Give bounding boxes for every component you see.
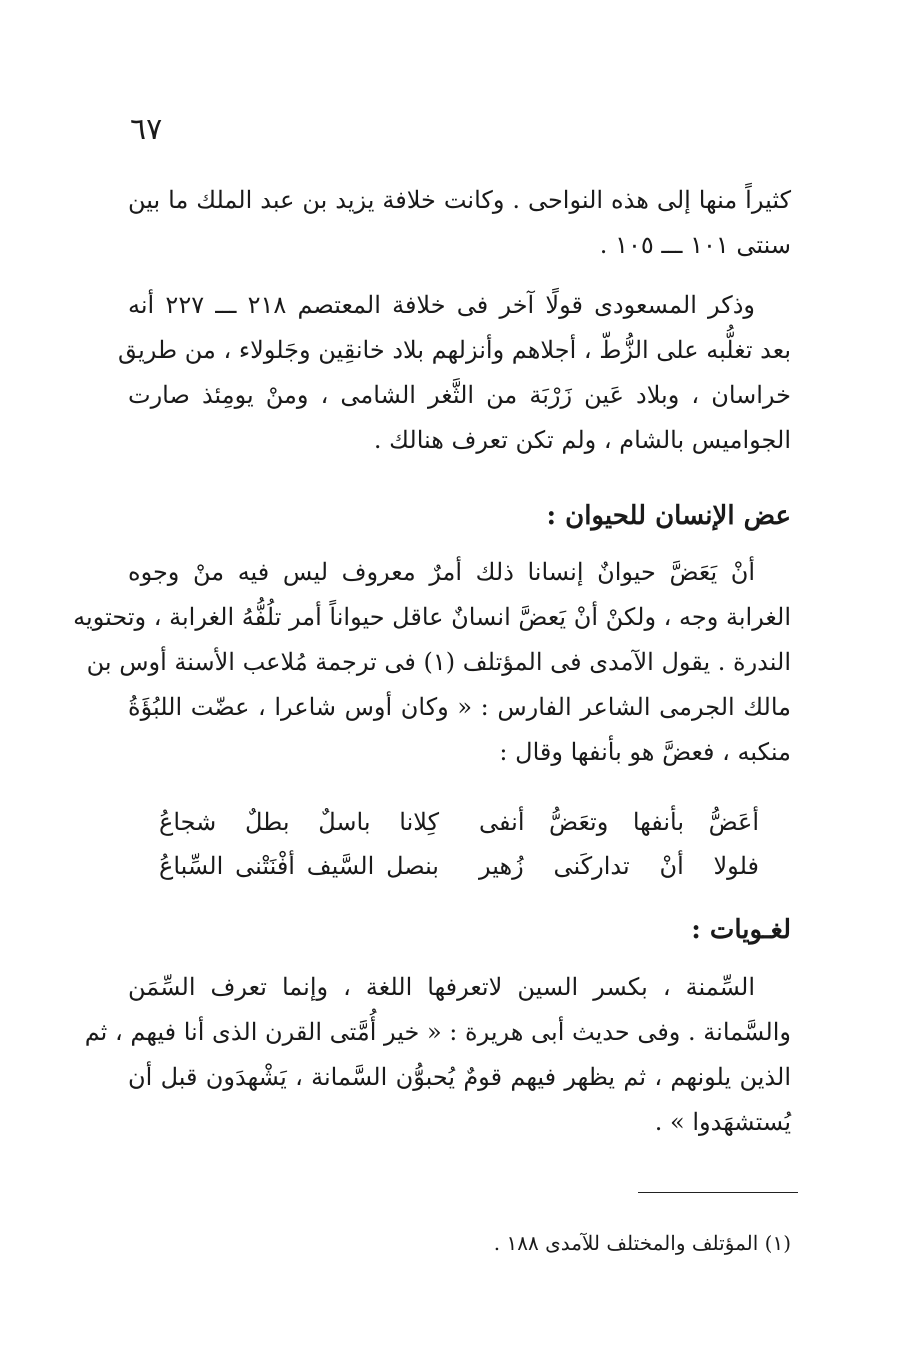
text-line: السِّمنة ، بكسر السين لاتعرفها اللغة ، وإنما تعرف السِّمَن bbox=[128, 973, 755, 1001]
text-line: أنْ يَعَضَّ حيوانٌ إنسانا ذلك أمرٌ معروف ليس فيه منْ وجوه bbox=[128, 558, 755, 586]
text-line: والسَّمانة . وفى حديث أبى هريرة : « خير أُمَّتى القرن الذى أنا فيهم ، ثم bbox=[84, 1018, 791, 1046]
footnote: (١) المؤتلف والمختلف للآمدى ١٨٨ . bbox=[493, 1231, 791, 1255]
text-line: مالك الجرمى الشاعر الفارس : « وكان أوس شاعرا ، عضّت اللبُؤَةُ bbox=[128, 693, 791, 721]
text-line: الذين يلونهم ، ثم يظهر فيهم قومٌ يُحبوُّن السَّمانة ، يَشْهدَون قبل أن bbox=[128, 1063, 791, 1091]
text-line: سنتى ١٠١ ـــ ١٠٥ . bbox=[599, 231, 791, 259]
text-line: الغرابة وجه ، ولكنْ أنْ يَعضَّ انسانٌ عاقل حيواناً أمر تلُفُّهُ الغرابة ، وتحتويه bbox=[73, 603, 791, 631]
text-line: منكبه ، فعضَّ هو بأنفها وقال : bbox=[499, 738, 791, 766]
text-line: خراسان ، وبلاد عَين زَرْبَة من الثَّغر الشامى ، ومنْ يومِئذ صارت bbox=[128, 381, 791, 409]
text-line: يُستشهَدوا » . bbox=[654, 1108, 791, 1136]
poem bbox=[159, 800, 759, 888]
footnote-separator bbox=[638, 1192, 798, 1193]
text-line: الندرة . يقول الآمدى فى المؤتلف (١) فى ترجمة مُلاعب الأسنة أوس بن bbox=[86, 648, 791, 676]
poem-verse bbox=[159, 800, 759, 844]
section-heading-animal-bite: عض الإنسان للحيوان : bbox=[546, 501, 791, 531]
section-heading-linguistics: لغـويات : bbox=[691, 915, 791, 945]
poem-second-hemistich: بنصل السَّيف أفْنَتْنى السِّباعُ bbox=[159, 852, 439, 880]
poem-first-hemistich: فلولا أنْ تداركَنى زُهير bbox=[479, 852, 759, 880]
text-line: وذكر المسعودى قولًا آخر فى خلافة المعتصم ٢١٨ ـــ ٢٢٧ أنه bbox=[128, 291, 755, 319]
poem-second-hemistich: كِلانا باسلٌ بطلٌ شجاعُ bbox=[159, 808, 439, 836]
text-line: كثيراً منها إلى هذه النواحى . وكانت خلافة يزيد بن عبد الملك ما بين bbox=[128, 186, 791, 214]
poem-first-hemistich: أعَضُّ بأنفها وتعَضُّ أنفى bbox=[479, 808, 759, 836]
paragraph-2 bbox=[118, 283, 791, 463]
page-number: ٦٧ bbox=[130, 112, 163, 147]
paragraph-1 bbox=[128, 178, 791, 268]
text-line: الجواميس بالشام ، ولم تكن تعرف هنالك . bbox=[373, 426, 791, 454]
text-line: بعد تغلُّبه على الزُّطّ ، أجلاهم وأنزلهم بلاد خانقِين وجَلولاء ، من طريق bbox=[118, 336, 791, 364]
poem-verse bbox=[159, 844, 759, 888]
paragraph-4 bbox=[84, 965, 791, 1145]
paragraph-3 bbox=[73, 550, 791, 775]
